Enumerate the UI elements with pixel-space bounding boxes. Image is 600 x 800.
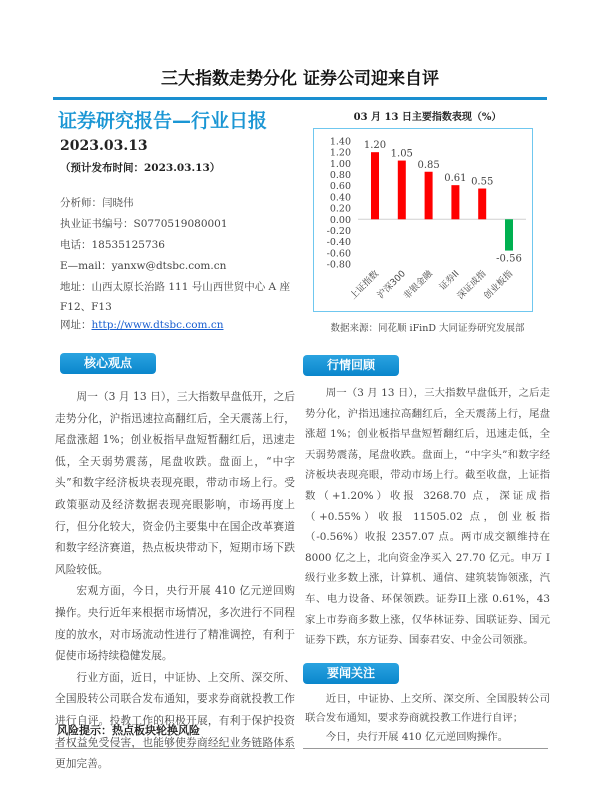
chart-source: 数据来源：同花顺 iFinD 大同证券研究发展部 bbox=[330, 323, 525, 334]
y-tick-label: -0.40 bbox=[326, 237, 351, 249]
bar-5 bbox=[505, 219, 513, 250]
address-line-2: F12、F13 bbox=[60, 301, 112, 313]
y-tick-label: 0.60 bbox=[329, 181, 351, 193]
y-tick-label: -0.60 bbox=[326, 248, 351, 260]
bar-0 bbox=[371, 152, 379, 219]
chart-canvas bbox=[314, 129, 531, 310]
data-label: 0.85 bbox=[417, 159, 440, 171]
y-tick-label: 1.00 bbox=[329, 158, 351, 170]
analyst-phone: 电话：18535125736 bbox=[60, 239, 165, 251]
chart-title: 03 月 13 日主要指数表现（%） bbox=[353, 112, 502, 123]
data-label: 0.55 bbox=[471, 176, 494, 188]
publish-time: （预计发布时间：2023.03.13） bbox=[60, 162, 221, 174]
document-title: 三大指数走势分化 证券公司迎来自评 bbox=[161, 69, 439, 89]
y-tick-label: 0.20 bbox=[329, 203, 351, 215]
address-line-1: 地址：山西太原长治路 111 号山西世贸中心 A 座 bbox=[60, 281, 290, 293]
x-tick-label: 创业板指 bbox=[482, 269, 516, 302]
analyst-name: 分析师：闫晓伟 bbox=[60, 197, 134, 209]
x-tick-label: 上证指数 bbox=[348, 269, 382, 302]
y-tick-label: 0.80 bbox=[329, 170, 351, 182]
website-link[interactable]: http://www.dtsbc.com.cn bbox=[91, 319, 224, 331]
y-tick-label: -0.20 bbox=[326, 225, 351, 237]
section-header-news: 要闻关注 bbox=[303, 663, 399, 684]
section-header-market-review: 行情回顾 bbox=[303, 355, 399, 376]
y-tick-label: 0.40 bbox=[329, 192, 351, 204]
data-label: 0.61 bbox=[444, 173, 467, 185]
x-tick-label: 非银金融 bbox=[402, 269, 435, 302]
header-divider bbox=[53, 97, 547, 100]
analyst-license: 执业证书编号：S0770519080001 bbox=[60, 218, 228, 230]
report-date: 2023.03.13 bbox=[60, 138, 148, 154]
y-tick-label: -0.80 bbox=[326, 259, 351, 271]
y-tick-label: 1.20 bbox=[329, 147, 351, 159]
analyst-email: E—mail：yanxw@dtsbc.com.cn bbox=[60, 260, 227, 272]
index-performance-chart bbox=[313, 128, 533, 312]
footer-rule-right bbox=[303, 748, 548, 749]
core-paragraph: 周一（3 月 13 日），三大指数早盘低开，之后走势分化，沪指迅速拉高翻红后，全天震荡上行，尾盘涨超 1%；创业板指早盘短暂翻红后，迅速走低，全天弱势震荡，尾盘收跌。盘面上，“中字头”和数字经济板块表现亮眼，带动市场上行。受政策驱动及经济数据表现亮眼影响，市场再度上行，但分化较大，资金仍主要集中在国企改革赛道和数字经济赛道，热点板块带动下，短期市场下跌风险较低。 bbox=[55, 390, 295, 576]
website-row bbox=[60, 318, 224, 332]
bar-1 bbox=[398, 161, 406, 220]
section-header-core-views: 核心观点 bbox=[60, 353, 156, 374]
data-label: -0.56 bbox=[496, 253, 522, 265]
y-tick-label: 0.00 bbox=[329, 214, 351, 226]
core-views-body bbox=[55, 386, 295, 775]
review-paragraph: 周一（3 月 13 日），三大指数早盘低开，之后走势分化，沪指迅速拉高翻红后，全天震荡上行，尾盘涨超 1%；创业板指早盘短暂翻红后，迅速走低，全天弱势震荡，尾盘收跌。盘面上，“中字头”和数字经济板块表现亮眼，带动市场上行。截至收盘，上证指数（+1.20%）收报 3268.70 点，深证成指（+0.55%）收报 11505.02 点，创业板指（-0.56%）收报 2357.07 点。两市成交额维持在 8000 亿之上，北向资金净买入 27.70 亿元。申万 I 级行业多数上涨，计算机、通信、建筑装饰领涨，汽车、电力设备、环保领跌。证券II上涨 0.61%，43 家上市券商多数上涨，仅华林证券、国联证券、国元证券下跌，东方证券、国泰君安、中金公司领涨。 bbox=[305, 387, 550, 647]
news-body bbox=[305, 690, 550, 747]
data-label: 1.20 bbox=[363, 140, 387, 152]
x-tick-label: 沪深300 bbox=[375, 269, 408, 302]
x-tick-label: 深证成指 bbox=[455, 269, 489, 302]
y-tick-label: 1.40 bbox=[329, 136, 351, 148]
news-paragraph: 今日，央行开展 410 亿元逆回购操作。 bbox=[325, 731, 509, 743]
footer-rule-left bbox=[55, 748, 295, 749]
website-label: 网址： bbox=[60, 319, 92, 331]
core-paragraph: 行业方面，近日，中证协、上交所、深交所、全国股转公司联合发布通知，要求券商就投教工作进行自评。投教工作的积极开展，有利于保护投资者权益免受侵害，也能够使券商经纪业务链路体系更加完善。 bbox=[55, 670, 295, 771]
bar-2 bbox=[425, 172, 433, 220]
data-label: 1.05 bbox=[390, 148, 413, 160]
bar-3 bbox=[451, 185, 459, 219]
news-paragraph: 近日，中证协、上交所、深交所、全国股转公司联合发布通知，要求券商就投教工作进行自评； bbox=[305, 693, 550, 724]
report-type-heading: 证券研究报告—行业日报 bbox=[58, 110, 268, 132]
bar-4 bbox=[478, 189, 486, 220]
core-paragraph: 宏观方面，今日，央行开展 410 亿元逆回购操作。央行近年来根据市场情况，多次进行不同程度的放水，对市场流动性进行了精准调控，有利于促使市场持续稳健发展。 bbox=[55, 584, 295, 663]
market-review-body bbox=[305, 383, 550, 651]
x-tick-label: 证券II bbox=[437, 269, 462, 293]
risk-warning: 风险提示：热点板块轮换风险 bbox=[57, 724, 200, 737]
